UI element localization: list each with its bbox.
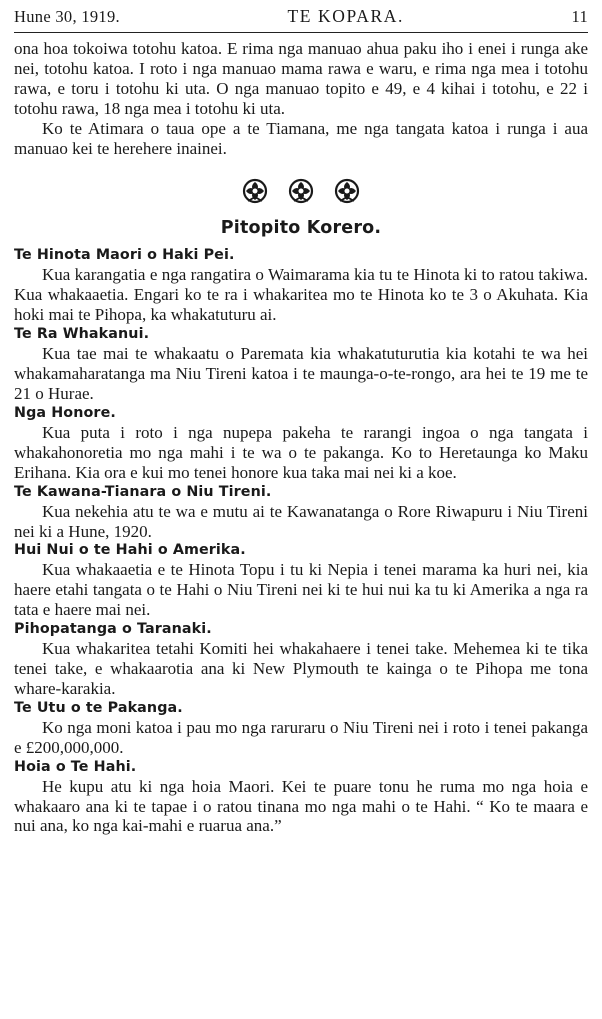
article-heading: Hui Nui o te Hahi o Amerika. (14, 542, 246, 559)
intro-paragraph-2: Ko te Atimara o taua ope a te Tiamana, me nga tangata katoa i runga i aua manuao kei te herehere inainei. (14, 118, 588, 158)
flower-ornament-icon (288, 178, 314, 204)
article-text: He kupu atu ki nga hoia Maori. Kei te puare tonu he ruma mo nga hoia e whakaaro ana ki te tapae i o ratou tinana mo nga mahi o te Hahi. “ Ko te maara e nui ana, ko nga kai-mahi e ruarua ana.” (14, 776, 588, 836)
flower-ornament-icon (242, 178, 268, 204)
article-text: Kua whakaaetia e te Hinota Topu i tu ki Nepia i tenei marama ka huri nei, kia haere etahi tangata o te Hahi o Niu Tireni nei ki te hui nui ka tu ki Amerika a nga ra tata e haere mai nei. (14, 560, 588, 620)
article-heading: Hoia o Te Hahi. (14, 758, 137, 775)
article-text: Kua karangatia e nga rangatira o Waimarama kia tu te Hinota ki to ratou takiwa. Kua whakaaetia. Engari ko te ra i whakaritea mo te Hinota ko te 3 o Akuhata. Kia hoki mai te Pihopa, ka whakatuturu ai. (14, 265, 588, 325)
article-text: Kua nekehia atu te wa e mutu ai te Kawanatanga o Rore Riwapuru i Niu Tireni nei ki a Hune, 1920. (14, 501, 588, 541)
article-item (14, 404, 588, 483)
intro-section (14, 39, 588, 158)
flower-ornament-icon (334, 178, 360, 204)
ornament-row (14, 178, 588, 204)
section-title: Pitopito Korero. (220, 218, 382, 239)
article-text: Kua tae mai te whakaatu o Paremata kia whakatuturutia kia kotahi te wa hei whakamaharatanga ma Niu Tireni katoa i te maunga-o-te-rongo, ara hei te 19 me te 21 o Hurae. (14, 344, 588, 403)
header-title: TE KOPARA. (287, 6, 404, 26)
article-item (14, 620, 588, 699)
article-text: Ko nga moni katoa i pau mo nga raruraru o Niu Tireni nei i roto i tenei pakanga e £200,000,000. (14, 717, 588, 757)
article-item (14, 699, 588, 758)
article-text: Kua whakaritea tetahi Komiti hei whakahaere i tenei take. Mehemea ki te tika tenei take, e whakaarotia ana ki New Plymouth te kainga o te Pihopa me tona whare-karakia. (14, 639, 588, 698)
article-heading: Te Ra Whakanui. (14, 326, 150, 343)
article-item (14, 325, 588, 404)
article-item (14, 246, 588, 325)
header-page-number: 11 (571, 7, 588, 26)
page-header (14, 6, 588, 33)
articles-list (14, 246, 588, 836)
article-item (14, 483, 588, 542)
article-heading: Te Kawana-Tianara o Niu Tireni. (14, 483, 272, 500)
article-item (14, 541, 588, 620)
article-heading: Nga Honore. (14, 404, 116, 421)
article-item (14, 758, 588, 837)
header-date: Hune 30, 1919. (14, 7, 120, 26)
intro-paragraph-1: ona hoa tokoiwa totohu katoa. E rima nga manuao ahua paku iho i enei i runga ake nei, totohu katoa. I roto i nga manuao mama rawa e waru, e rima nga mea i totohu rawa, e toru i totohu ki uta. O nga manuao topito e 49, e 4 kihai i totohu, e 22 i totohu rawa, 18 nga mea i totohu ki uta. (14, 39, 588, 118)
article-text: Kua puta i roto i nga nupepa pakeha te rarangi ingoa o nga tangata i whakahonoretia mo nga mahi i te wa o te pakanga. Ko to Heretaunga ko Maku Erihana. Kia ora e kui mo tenei honore kua taka mai nei ki a koe. (14, 422, 588, 482)
article-heading: Te Utu o te Pakanga. (14, 699, 183, 716)
article-heading: Te Hinota Maori o Haki Pei. (14, 247, 235, 264)
article-heading: Pihopatanga o Taranaki. (14, 621, 212, 638)
